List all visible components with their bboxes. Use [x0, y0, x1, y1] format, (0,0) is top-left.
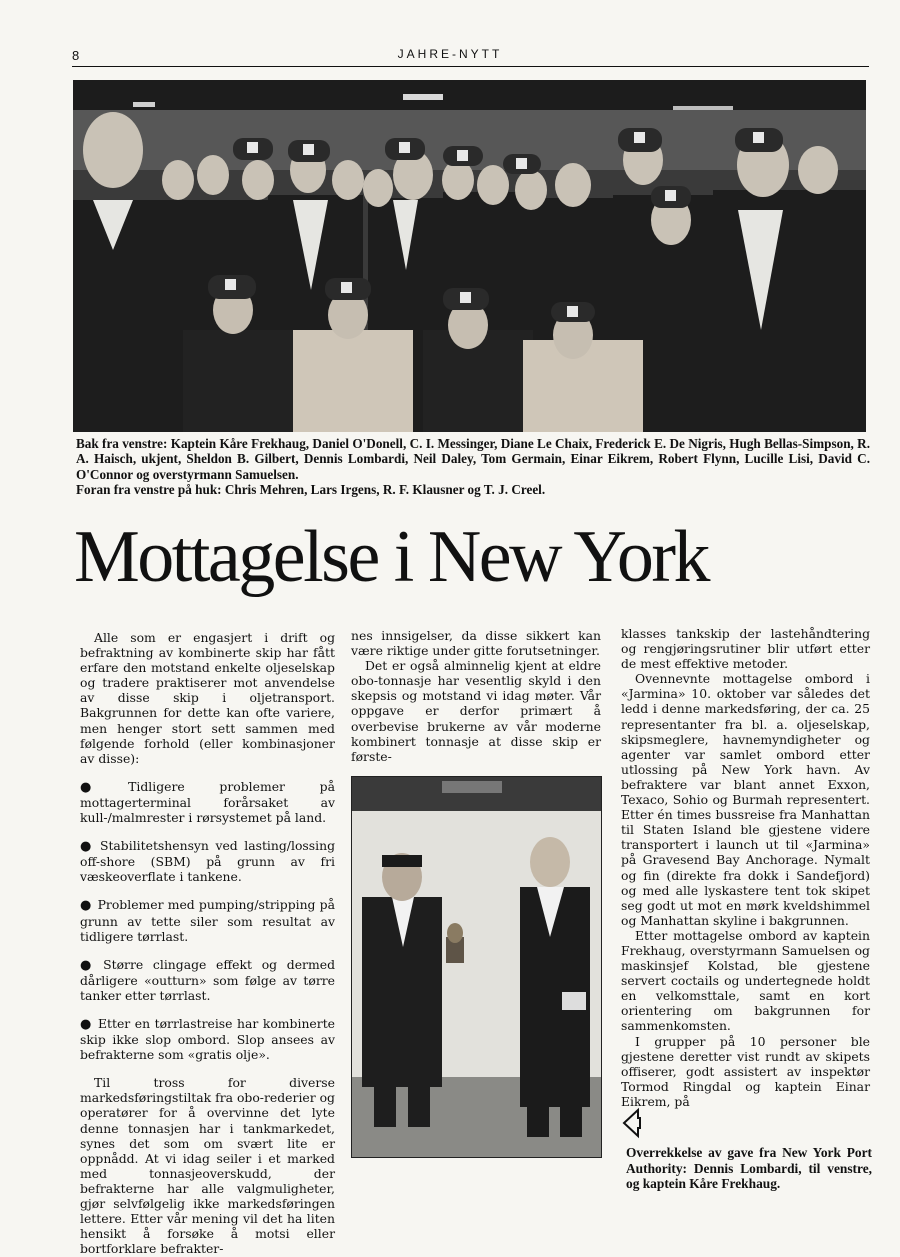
article-column-2 — [351, 628, 601, 764]
bullet-item: ● Tidligere problemer på mottagerterminal forårsaket av kull-/malmrester i rørsystemet på land. — [80, 779, 335, 825]
bullet-item: ● Etter en tørrlastreise har kombinerte skip ikke slop ombord. Slop ansees av befrakterne som «gratis olje». — [80, 1016, 335, 1062]
group-photo — [73, 80, 866, 432]
header-rule — [72, 66, 869, 67]
award-photo — [351, 776, 602, 1158]
col3-paragraph-2: Ovennevnte mottagelse ombord i «Jarmina» 10. oktober var således det ledd i denne markedsføring, der ca. 25 representanter fra bl. a. oljeselskap, skipsmeglere, havnemyndigheter og agenter var samlet ombord etter utlossing på New York havn. Av befraktere var blant annet Exxon, Texaco, Sohio og Burmah representert. Etter én times bussreise fra Manhattan til Staten Island ble gjestene videre transportert i launch ut til «Jarmina» på Gravesend Bay Anchorage. Nymalt og fin (direkte fra dokk i Sandefjord) og med alle lyskastere tent tok skipet seg godt ut mot en mørk kveldshimmel og Manhattan skyline i bakgrunnen. — [621, 671, 870, 928]
caption-front-row: Foran fra venstre på huk: Chris Mehren, Lars Irgens, R. F. Klausner og T. J. Creel. — [76, 482, 546, 498]
bullet-item: ● Problemer med pumping/stripping på grunn av tette siler som resultat av tidligere tørrlast. — [80, 897, 335, 943]
page-number: 8 — [72, 48, 80, 63]
group-photo-caption — [76, 436, 870, 498]
article-column-1 — [80, 630, 335, 1256]
col3-paragraph-4: I grupper på 10 personer ble gjestene deretter vist rundt av skipets offiserer, godt assistert av inspektør Tormod Ringdal og kaptein Einar Eikrem, på — [621, 1033, 870, 1109]
col2-paragraph-2: Det er også alminnelig kjent at eldre obo-tonnasje har vesentlig skyld i den skepsis og motstand vi idag møter. Vår oppgave er derfor primært å overbevise brukerne av vår moderne kombinert tonnasje at disse skip er første- — [351, 658, 601, 764]
award-photo-icon — [352, 777, 601, 1157]
bullet-item: ● Stabilitetshensyn ved lasting/lossing off-shore (SBM) på grunn av fri væskeoverflate i tankene. — [80, 838, 335, 884]
caption-back-row: Bak fra venstre: Kaptein Kåre Frekhaug, Daniel O'Donell, C. I. Messinger, Diane Le Chaix, Frederick E. De Nigris, Hugh Bellas-Simpson, R. A. Haisch, ukjent, Sheldon B. Gilbert, Dennis Lombardi, Neil Daley, Tom Germain, Einar Eikrem, Robert Flynn, Lucille Lisi, David C. O'Connor og overstyrmann Samuelsen. — [76, 436, 870, 482]
col3-paragraph-1: klasses tankskip der lastehåndtering og rengjøringsrutiner blir utført etter de mest effektive metoder. — [621, 626, 870, 672]
col3-paragraph-3: Etter mottagelse ombord av kaptein Frekhaug, overstyrmann Samuelsen og maskinsjef Kolstad, ble gjestene servert coctails og undertegnede holdt en velkomsttale, samt en kort orientering om bakgrunnen for sammenkomsten. — [621, 927, 870, 1034]
award-photo-caption: Overrekkelse av gave fra New York Port Authority: Dennis Lombardi, til venstre, og kaptein Kåre Frekhaug. — [626, 1145, 872, 1192]
intro-paragraph: Alle som er engasjert i drift og befraktning av kombinerte skip har fått erfare den motstand enkelte oljeselskap og tradere praktiserer mot anvendelse av disse skip i oljetransport. Bakgrunnen for dette kan ofte variere, men henger stort sett sammen med følgende forhold (eller kombinasjoner av disse): — [80, 630, 335, 766]
running-title: JAHRE-NYTT — [397, 47, 503, 61]
group-photo-icon — [73, 80, 866, 432]
bullet-item: ● Større clingage effekt og dermed dårligere «outturn» som følge av tørre tanker etter tørrlast. — [80, 957, 335, 1003]
closing-paragraph: Til tross for diverse markedsføringstiltak fra obo-rederier og operatører for å overvinne det lyte denne tonnasjen har i tankmarkedet, synes det som om svært lite er oppnådd. At vi idag seiler i et marked med tonnasjeoverskudd, der befrakterne har alle valgmuligheter, gjør selvfølgelig ikke markedsføringen lettere. Etter vår mening vil det ha liten hensikt å forsøke å motsi eller bortforklare befrakter- — [80, 1075, 335, 1257]
left-arrow-icon — [622, 1106, 642, 1140]
article-headline: Mottagelse i New York — [74, 516, 709, 598]
article-column-3 — [621, 626, 870, 1109]
col2-paragraph-1: nes innsigelser, da disse sikkert kan være riktige under gitte forutsetninger. — [351, 628, 601, 659]
